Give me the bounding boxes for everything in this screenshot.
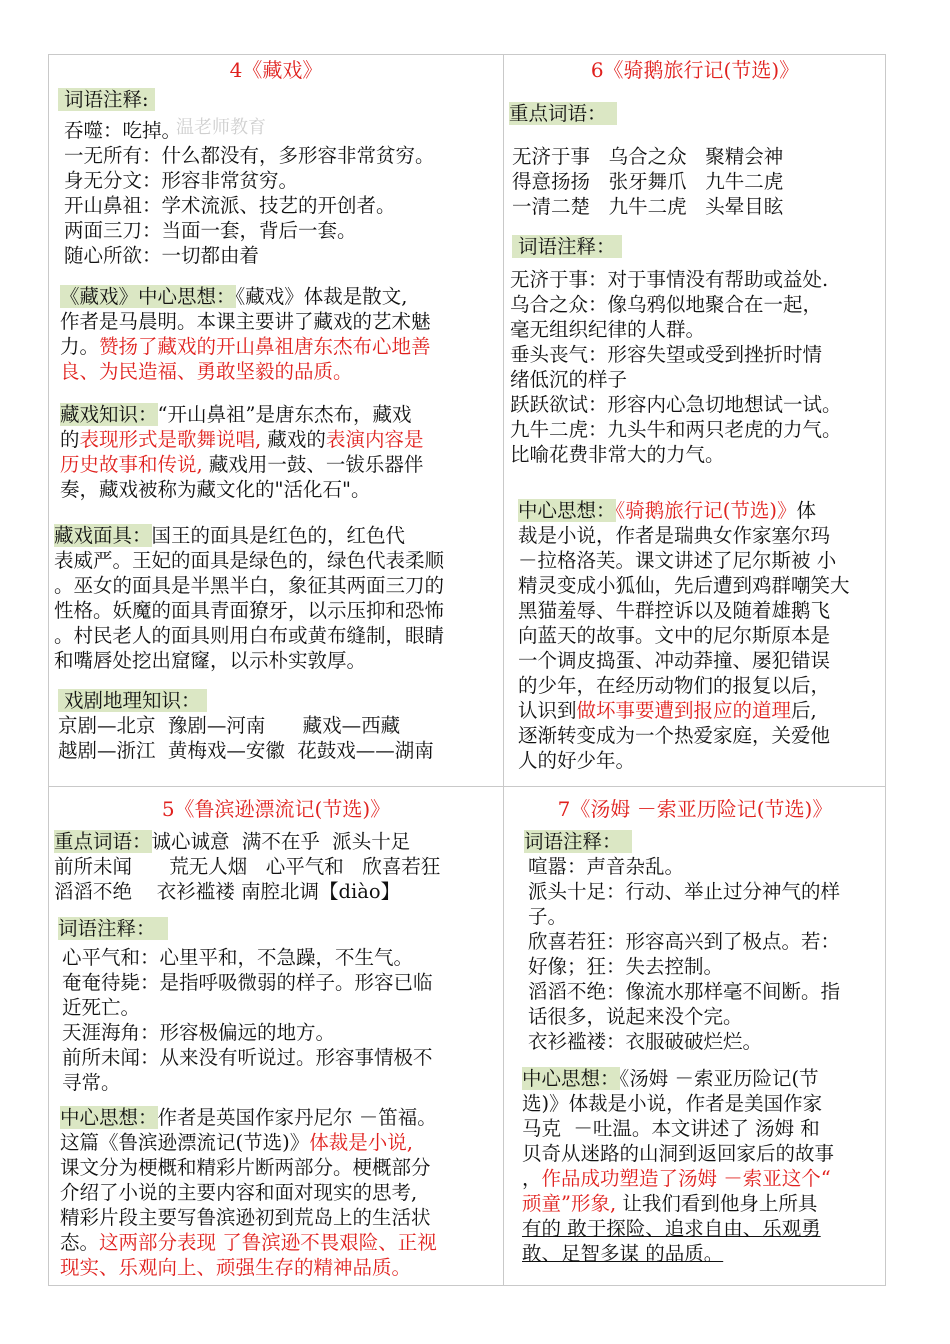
lesson-4-masks: 藏戏面具：国王的面具是红色的，红色代 表威严。王妃的面具是绿色的，绿色代表柔顺 。巫女的面具是半黑半白，象征其两面三刀的 性格。妖魔的面具青面獠牙，以示压抑和恐怖 。村民老人的面具则用白布或黄布缝制，眼睛 和嘴唇处挖出窟窿，以示朴实敦厚。 [54,524,445,672]
lesson-4-title: 4《藏戏》 [229,58,323,82]
vocab-item: 两面三刀：当面一套，背后一套。 [64,219,357,242]
lesson-4-vocab-list [64,118,435,268]
lesson-5-theme: 中心思想：作者是英国作家丹尼尔 －笛福。 这篇《鲁滨逊漂流记(节选)》体裁是小说, 课文分为梗概和精彩片断两部分。梗概部分 介绍了小说的主要内容和面对现实的思考, 精彩片段主要写鲁滨逊初到荒岛上的生活状 态。这两部分表现 了鲁滨逊不畏艰险、正视 现实、乐观向上、顽强生存的精神品质。 [60,1106,437,1279]
lesson-5-vocab [58,916,168,941]
lesson-4-knowledge: 藏戏知识：“开山鼻祖”是唐东杰布，藏戏 的表现形式是歌舞说唱, 藏戏的表演内容是 历史故事和传说, 藏戏用一鼓、一钹乐器伴 奏，藏戏被称为藏文化的"活化石"。 [60,403,424,501]
lesson-4-geography: 戏剧地理知识： 京剧—北京 豫剧—河南 藏戏—西藏 越剧—浙江 黄梅戏—安徽 花鼓戏——湖南 [58,689,434,762]
lesson-7-title: 7《汤姆 －索亚历险记(节选)》 [557,797,833,821]
theme-heading: 中心思想： [518,499,616,522]
vocab-heading: 词语注释： [58,917,168,940]
lesson-5-keywords: 重点词语：诚心诚意 满不在乎 派头十足 前所未闻 荒无人烟 心平气和 欣喜若狂 滔滔不绝 衣衫褴褛 南腔北调【diào】 [54,830,441,903]
lesson-4-theme: 《藏戏》中心思想：《藏戏》体裁是散文, 作者是马晨明。本课主要讲了藏戏的艺术魅 力。赞扬了藏戏的开山鼻祖唐东杰布心地善 良、为民造福、勇敢坚毅的品质。 [60,285,431,383]
lesson-6-theme: 中心思想：《骑鹅旅行记(节选)》体 裁是小说，作者是瑞典女作家塞尔玛 －拉格洛芙。课文讲述了尼尔斯被 小 精灵变成小狐仙，先后遭到鸡群嘲笑大 黑猫羞辱、牛群控诉以及随着雄鹅飞 向蓝天的故事。文中的尼尔斯原本是 一个调皮捣蛋、冲动莽撞、屡犯错误 的少年，在经历动物们的报复以后， 认识到做坏事要遭到报应的道理后, 逐渐转变成为一个热爱家庭，关爱他 人的好少年。 [518,499,850,772]
geography-heading: 戏剧地理知识： [58,689,207,712]
masks-heading: 藏戏面具： [54,524,152,547]
watermark: 温老师教育 [176,117,266,138]
lesson-4-vocab [58,87,155,112]
vocab-item: 身无分文：形容非常贫穷。 [64,169,299,192]
column-divider [503,54,504,1286]
vocab-heading: 词语注释： [512,235,622,258]
lesson-5-title: 5《鲁滨逊漂流记(节选)》 [161,797,391,821]
vocab-item: 开山鼻祖：学术流派、技艺的开创者。 [64,194,396,217]
keywords-heading: 重点词语： [509,102,617,125]
knowledge-heading: 藏戏知识： [60,403,158,426]
vocab-heading: 词语注释: [58,88,155,111]
lesson-6-vocab-list: 无济于事：对于事情没有帮助或益处. 乌合之众：像乌鸦似地聚合在一起， 毫无组织纪律的人群。 垂头丧气：形容失望或受到挫折时情 绪低沉的样子 跃跃欲试：形容内心急切地想试一试。 九牛二虎：九头牛和两只老虎的力气。 比喻花费非常大的力气。 [510,268,842,466]
lesson-6-title: 6《骑鹅旅行记(节选)》 [590,58,800,82]
lesson-5-vocab-list: 心平气和：心里平和，不急躁，不生气。 奄奄待毙：是指呼吸微弱的样子。形容已临 近死亡。 天涯海角：形容极偏远的地方。 前所未闻：从来没有听说过。形容事情极不 寻常。 [62,946,433,1094]
vocab-item: 一无所有：什么都没有，多形容非常贫穷。 [64,144,435,167]
vocab-heading: 词语注释： [524,830,632,853]
theme-heading: 中心思想： [60,1106,158,1129]
lesson-6-keywords [509,101,617,126]
lesson-7-theme: 中心思想：《汤姆 －索亚历险记(节 选)》体裁是小说，作者是美国作家 马克 －吐温。本文讲述了 汤姆 和 贝奇从迷路的山洞到返回家后的故事 ，作品成功塑造了汤姆 －索亚这个“ 顽童”形象, 让我们看到他身上所具 有的 敢于探险、追求自由、乐观勇 敢、足智多谋 的品质。 [522,1067,835,1265]
vocab-item: 吞噬：吃掉。 [64,119,182,142]
lesson-6-vocab [512,234,622,259]
theme-heading: 《藏戏》中心思想： [60,285,236,308]
keywords-heading: 重点词语： [54,830,152,853]
lesson-6-keyword-list: 无济于事 乌合之众 聚精会神 得意扬扬 张牙舞爪 九牛二虎 一清二楚 九牛二虎 头晕目眩 [512,145,784,218]
lesson-7-vocab-list: 喧嚣：声音杂乱。 派头十足：行动、举止过分神气的样 子。 欣喜若狂：形容高兴到了极点。若： 好像；狂：失去控制。 滔滔不绝：像流水那样毫不间断。指 话很多，说起来没个完。 衣衫褴褛：衣服破破烂烂。 [528,855,841,1053]
row-divider [48,786,886,787]
theme-heading: 中心思想： [522,1067,620,1090]
lesson-7-vocab [524,829,632,854]
vocab-item: 随心所欲：一切都由着 [64,244,260,267]
